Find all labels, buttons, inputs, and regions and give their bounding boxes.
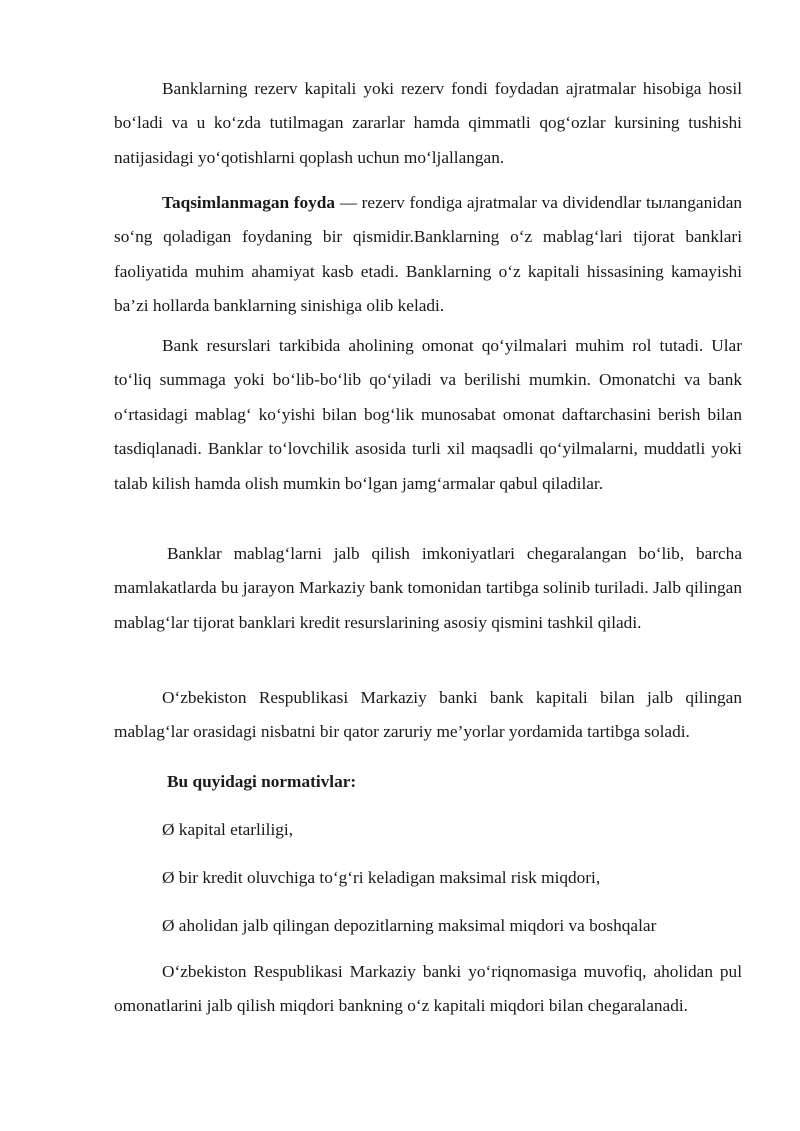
list-item: Ø aholidan jalb qilingan depozitlarning maksimal miqdori va boshqalar (162, 916, 657, 935)
list-item: Ø bir kredit oluvchiga to‘g‘ri keladigan maksimal risk miqdori, (162, 868, 601, 887)
paragraph-deposits (114, 329, 742, 501)
paragraph-reserve-capital (114, 72, 742, 175)
paragraph-text: — rezerv fondiga ajratmalar va dividendlar tылanganidan so‘ng qoladigan foydaning bir qismidir.Banklarning o‘z mablag‘lari tijorat banklari faoliyatida muhim ahamiyat kasb etadi. Banklarning o‘z kapitali hissasining kamayishi ba’zi hollarda banklarning sinishiga olib keladi. (114, 193, 742, 316)
normatives-heading: Bu quyidagi normativlar: (167, 772, 357, 791)
paragraph-central-bank-ratio (114, 681, 742, 750)
paragraph-text: O‘zbekiston Respublikasi Markaziy banki bank kapitali bilan jalb qilingan mablag‘lar orasidagi nisbatni bir qator zaruriy me’yorlar yordamida tartibga soladi. (114, 688, 742, 742)
paragraph-text: O‘zbekiston Respublikasi Markaziy banki yo‘riqnomasiga muvofiq, aholidan pul omonatlarini jalb qilish miqdori bankning o‘z kapitali miqdori bilan chegaralanadi. (114, 962, 742, 1016)
list-item: Ø kapital etarliligi, (162, 820, 294, 839)
paragraph-fund-attraction (114, 537, 742, 640)
paragraph-text: Banklarning rezerv kapitali yoki rezerv fondi foydadan ajratmalar hisobiga hosil bo‘ladi va u ko‘zda tutilmagan zararlar hamda qimmatli qog‘ozlar kursining tushishi natijasidagi yo‘qotishlarni qoplash uchun mo‘ljallangan. (114, 79, 742, 167)
paragraph-deposit-limit (114, 955, 742, 1024)
paragraph-text: Bank resurslari tarkibida aholining omonat qo‘yilmalari muhim rol tutadi. Ular to‘liq summaga yoki bo‘lib-bo‘lib qo‘yiladi va berilishi mumkin. Omonatchi va bank o‘rtasidagi mablag‘ ko‘yishi bilan bog‘lik munosabat omonat daftarchasini berish bilan tasdiqlanadi. Banklar to‘lovchilik asosida turli xil maqsadli qo‘yilmalarni, muddatli yoki talab kilish hamda olish mumkin bo‘lgan jamg‘armalar qabul qiladilar. (114, 336, 742, 493)
paragraph-text: Banklar mablag‘larni jalb qilish imkoniyatlari chegaralangan bo‘lib, barcha mamlakatlarda bu jarayon Markaziy bank tomonidan tartibga solinib turiladi. Jalb qilingan mablag‘lar tijorat banklari kredit resurslarining asosiy qismini tashkil qiladi. (114, 544, 742, 632)
term-retained-earnings: Taqsimlanmagan foyda (162, 193, 336, 212)
paragraph-retained-earnings (114, 186, 742, 324)
